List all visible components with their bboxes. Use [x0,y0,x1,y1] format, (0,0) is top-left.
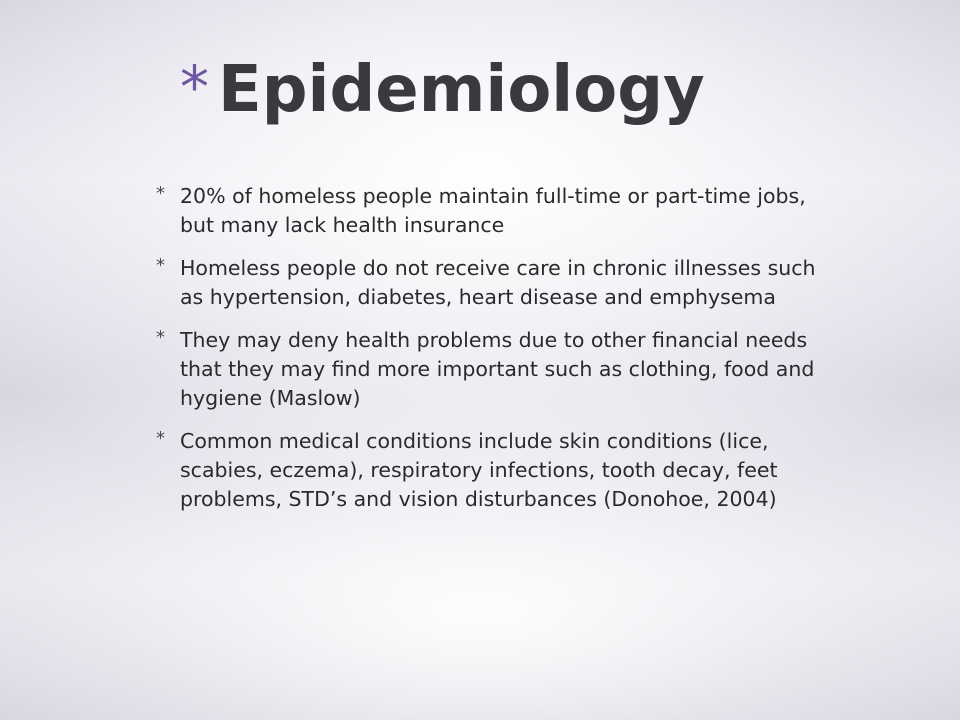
bullet-asterisk-icon: * [156,327,165,348]
bullet-text: Common medical conditions include skin conditions (lice, scabies, eczema), respiratory infections, tooth decay, feet problems, STD’s and vision disturbances (Donohoe, 2004) [180,429,778,511]
bullet-item [156,326,816,413]
bullet-text: 20% of homeless people maintain full-time or part-time jobs, but many lack health insurance [180,184,806,237]
title-asterisk-icon: * [180,53,209,121]
bullet-text: They may deny health problems due to other financial needs that they may find more important such as clothing, food and hygiene (Maslow) [180,328,815,410]
title-text: Epidemiology [218,53,705,127]
bullet-item [156,254,816,312]
bullet-asterisk-icon: * [156,183,165,204]
bullet-item [156,182,816,240]
bullet-item [156,427,816,514]
bullet-asterisk-icon: * [156,255,165,276]
bullet-asterisk-icon: * [156,428,165,449]
bullet-list [156,182,816,528]
bullet-text: Homeless people do not receive care in chronic illnesses such as hypertension, diabetes, heart disease and emphysema [180,256,816,309]
